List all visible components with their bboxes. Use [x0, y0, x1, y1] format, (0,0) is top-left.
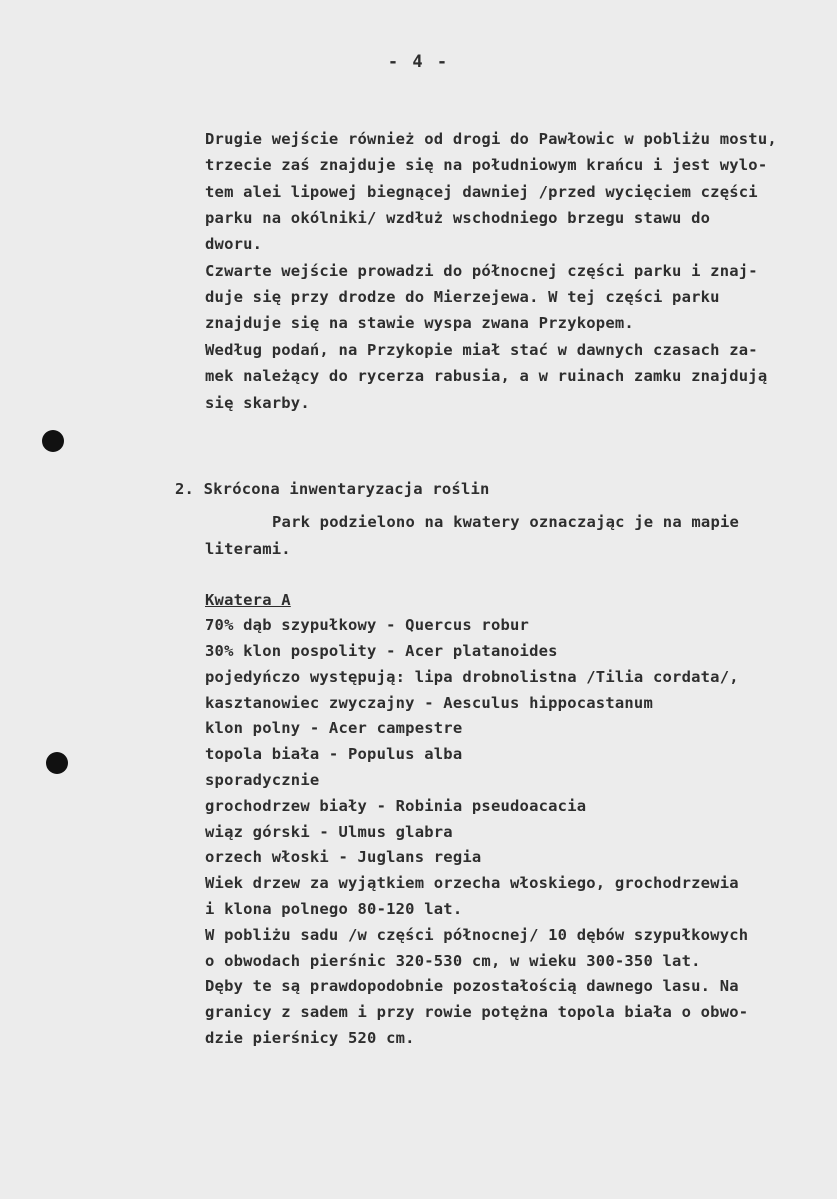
list-item: 70% dąb szypułkowy - Quercus robur: [205, 616, 530, 634]
text-line: się skarby.: [205, 394, 310, 412]
list-item: W pobliżu sadu /w części północnej/ 10 dębów szypułkowych: [205, 926, 749, 944]
page-number: - 4 -: [387, 52, 450, 72]
text-line: duje się przy drodze do Mierzejewa. W tej części parku: [205, 288, 720, 306]
text-line: trzecie zaś znajduje się na południowym krańcu i jest wylo-: [205, 156, 768, 174]
list-item: Dęby te są prawdopodobnie pozostałością dawnego lasu. Na: [205, 977, 739, 995]
list-item: wiąz górski - Ulmus glabra: [205, 823, 453, 841]
list-item: orzech włoski - Juglans regia: [205, 848, 482, 866]
text-line: Drugie wejście również od drogi do Pawłowic w pobliżu mostu,: [205, 130, 777, 148]
text-line: dworu.: [205, 235, 263, 253]
list-item: klon polny - Acer campestre: [205, 719, 463, 737]
list-item: sporadycznie: [205, 771, 320, 789]
list-item: i klona polnego 80-120 lat.: [205, 900, 463, 918]
text-line: znajduje się na stawie wyspa zwana Przykopem.: [205, 314, 634, 332]
list-item: grochodrzew biały - Robinia pseudoacacia: [205, 797, 587, 815]
punch-hole: [46, 752, 68, 774]
list-item: kasztanowiec zwyczajny - Aesculus hippocastanum: [205, 694, 653, 712]
list-item: pojedyńczo występują: lipa drobnolistna /Tilia cordata/,: [205, 668, 739, 686]
text-line: mek należący do rycerza rabusia, a w ruinach zamku znajdują: [205, 367, 768, 385]
section-heading: 2. Skrócona inwentaryzacja roślin: [175, 480, 490, 498]
list-item: topola biała - Populus alba: [205, 745, 463, 763]
text-line: Park podzielono na kwatery oznaczając je na mapie: [272, 513, 740, 531]
text-line: Według podań, na Przykopie miał stać w dawnych czasach za-: [205, 341, 758, 359]
list-item: Wiek drzew za wyjątkiem orzecha włoskiego, grochodrzewia: [205, 874, 739, 892]
list-item: o obwodach pierśnic 320-530 cm, w wieku 300-350 lat.: [205, 952, 701, 970]
text-line: literami.: [205, 540, 291, 558]
text-line: parku na okólniki/ wzdłuż wschodniego brzegu stawu do: [205, 209, 711, 227]
text-line: tem alei lipowej biegnącej dawniej /przed wycięciem części: [205, 183, 758, 201]
punch-hole: [42, 430, 64, 452]
list-item: dzie pierśnicy 520 cm.: [205, 1029, 415, 1047]
list-item: granicy z sadem i przy rowie potężna topola biała o obwo-: [205, 1003, 749, 1021]
text-line: Czwarte wejście prowadzi do północnej części parku i znaj-: [205, 262, 758, 280]
list-item: 30% klon pospolity - Acer platanoides: [205, 642, 558, 660]
kwatera-heading: Kwatera A: [205, 591, 291, 609]
